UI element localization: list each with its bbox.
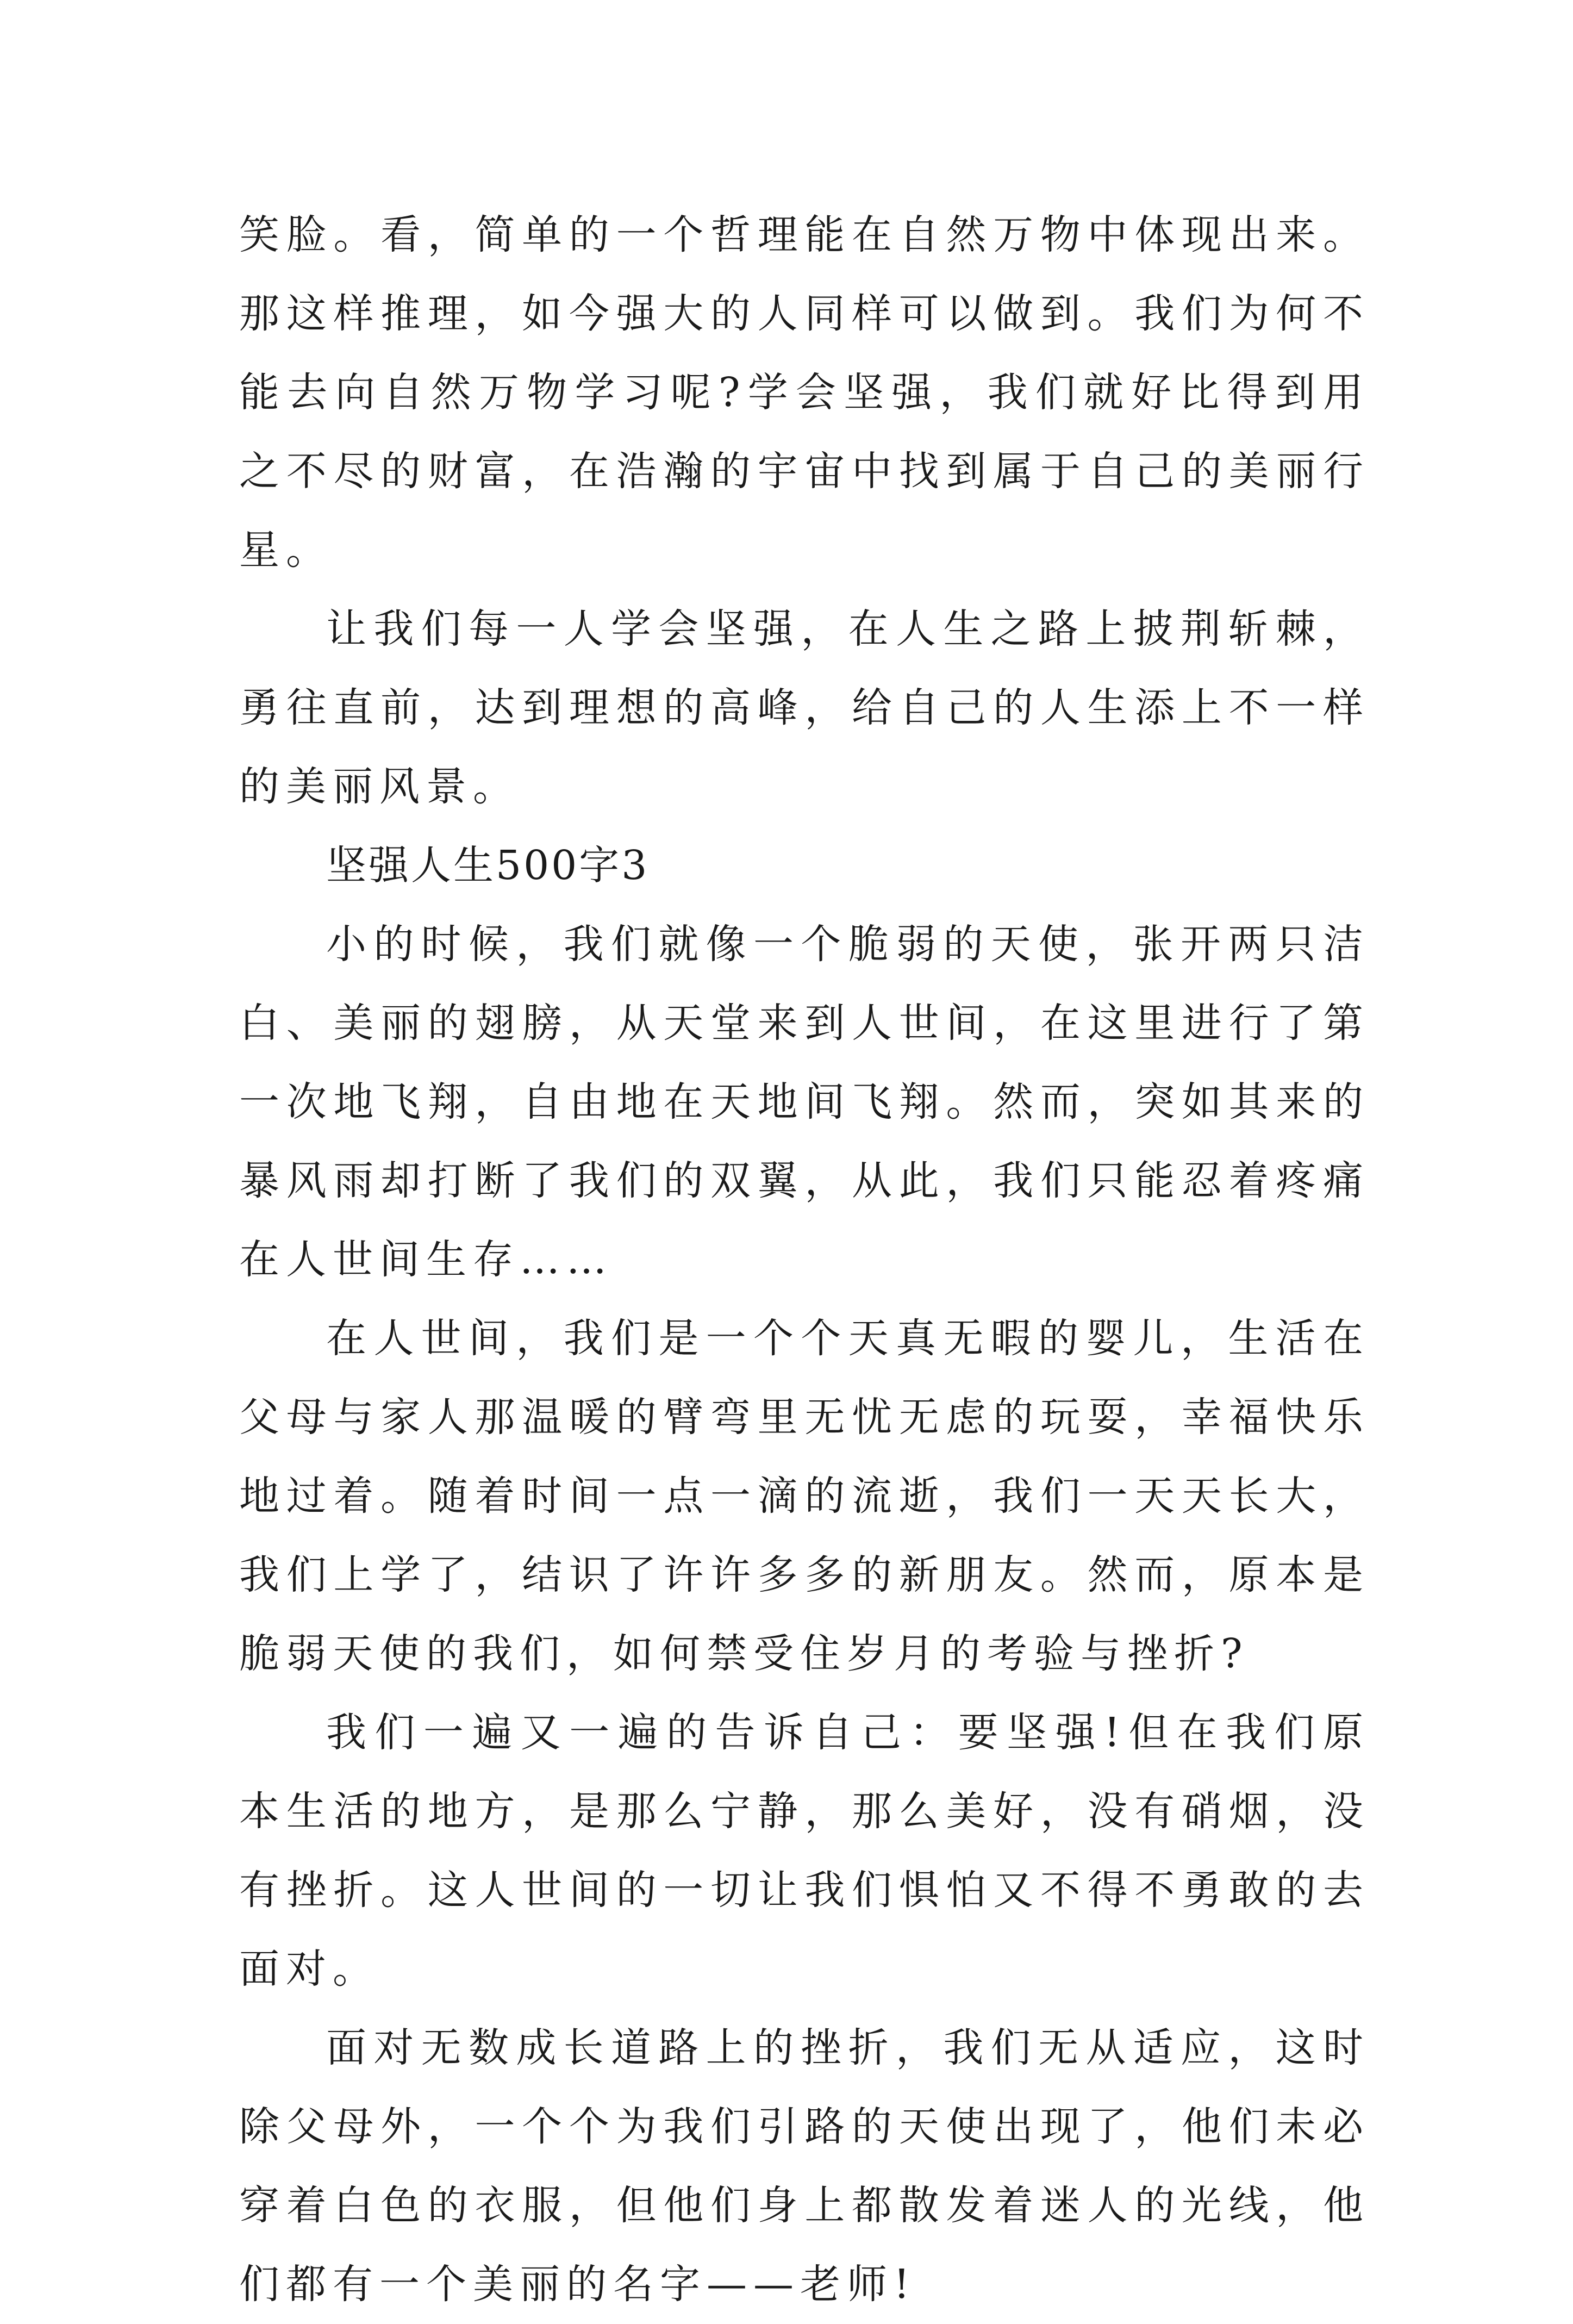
paragraph-5: 我们一遍又一遍的告诉自己：要坚强!但在我们原本生活的地方，是那么宁静，那么美好，没有硝烟，没有挫折。这人世间的一切让我们惧怕又不得不勇敢的去面对。 — [239, 1709, 1370, 1992]
paragraph-1: 笑脸。看，简单的一个哲理能在自然万物中体现出来。那这样推理，如今强大的人同样可以做到。我们为何不能去向自然万物学习呢?学会坚强，我们就好比得到用之不尽的财富，在浩瀚的宇宙中找到属于自己的美丽行星。 — [239, 211, 1370, 574]
paragraph-3: 小的时候，我们就像一个脆弱的天使，张开两只洁白、美丽的翅膀，从天堂来到人世间，在这里进行了第一次地飞翔，自由地在天地间飞翔。然而，突如其来的暴风雨却打断了我们的双翼，从此，我们只能忍着疼痛在人世间生存…… — [239, 921, 1370, 1283]
paragraph-6: 面对无数成长道路上的挫折，我们无从适应，这时除父母外，一个个为我们引路的天使出现了，他们未必穿着白色的衣服，但他们身上都散发着迷人的光线，他们都有一个美丽的名字——老师! — [239, 2024, 1370, 2308]
paragraph-4: 在人世间，我们是一个个天真无暇的婴儿，生活在父母与家人那温暖的臂弯里无忧无虑的玩耍，幸福快乐地过着。随着时间一点一滴的流逝，我们一天天长大，我们上学了，结识了许许多多的新朋友。然而，原本是脆弱天使的我们，如何禁受住岁月的考验与挫折? — [239, 1315, 1370, 1677]
paragraph-2: 让我们每一人学会坚强，在人生之路上披荆斩棘，勇往直前，达到理想的高峰，给自己的人生添上不一样的美丽风景。 — [239, 606, 1370, 810]
section-heading: 坚强人生500字3 — [326, 842, 650, 889]
document-body — [239, 196, 1370, 2324]
